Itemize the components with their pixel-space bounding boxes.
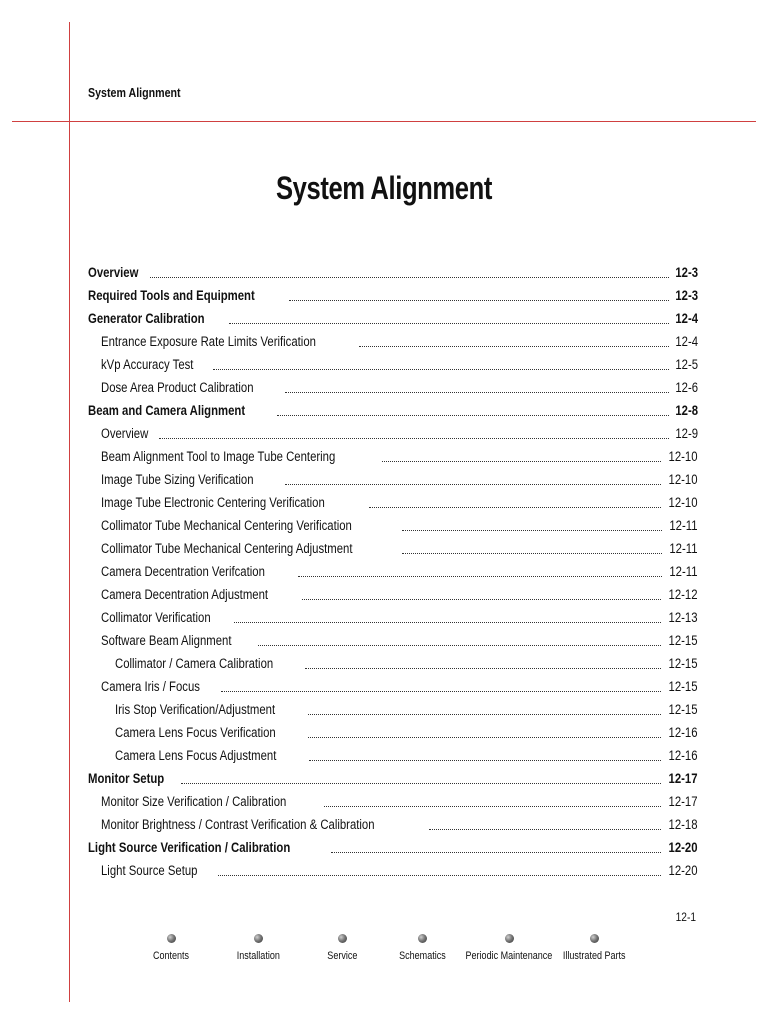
toc-dot-leader [298, 576, 662, 577]
toc-entry[interactable] [88, 560, 698, 583]
nav-link-label: Service [326, 950, 358, 962]
toc-entry[interactable] [88, 698, 698, 721]
toc-dot-leader [331, 852, 662, 853]
toc-dot-leader [150, 277, 669, 278]
nav-bullet-icon [590, 934, 599, 943]
toc-dot-leader [302, 599, 662, 600]
nav-bullet-icon [167, 934, 176, 943]
toc-entry-label: Overview [88, 265, 139, 280]
toc-dot-leader [324, 806, 662, 807]
toc-entry-page: 12-3 [675, 288, 698, 303]
toc-entry-label: Image Tube Sizing Verification [101, 472, 254, 487]
toc-entry-page: 12-10 [668, 472, 698, 487]
table-of-contents [88, 261, 698, 882]
toc-entry[interactable] [88, 422, 698, 445]
toc-entry-label: Camera Lens Focus Verification [115, 725, 276, 740]
toc-entry-label: Collimator Verification [101, 610, 211, 625]
toc-entry[interactable] [88, 836, 698, 859]
toc-dot-leader [429, 829, 662, 830]
toc-entry-page: 12-8 [675, 403, 698, 418]
nav-link-label: Schematics [398, 950, 446, 962]
toc-entry[interactable] [88, 652, 698, 675]
toc-dot-leader [402, 553, 662, 554]
toc-entry-label: Light Source Setup [101, 863, 198, 878]
toc-entry-page: 12-20 [668, 863, 698, 878]
toc-entry[interactable] [88, 445, 698, 468]
toc-dot-leader [382, 461, 662, 462]
toc-entry[interactable] [88, 721, 698, 744]
toc-dot-leader [213, 369, 669, 370]
page-number: 12-1 [675, 910, 696, 924]
toc-entry-page: 12-17 [668, 771, 698, 786]
toc-entry-page: 12-16 [668, 725, 698, 740]
nav-bullet-icon [254, 934, 263, 943]
toc-entry-label: Software Beam Alignment [101, 633, 232, 648]
toc-entry-page: 12-5 [675, 357, 698, 372]
toc-dot-leader [285, 484, 662, 485]
toc-entry-page: 12-13 [668, 610, 698, 625]
toc-dot-leader [221, 691, 662, 692]
toc-entry[interactable] [88, 307, 698, 330]
footer-navigation [0, 934, 768, 974]
toc-dot-leader [258, 645, 661, 646]
toc-entry[interactable] [88, 514, 698, 537]
toc-dot-leader [305, 668, 661, 669]
toc-entry-page: 12-6 [675, 380, 698, 395]
toc-dot-leader [308, 737, 661, 738]
nav-bullet-icon [505, 934, 514, 943]
toc-dot-leader [218, 875, 662, 876]
toc-entry[interactable] [88, 491, 698, 514]
toc-entry-label: Beam and Camera Alignment [88, 403, 246, 418]
toc-dot-leader [289, 300, 669, 301]
toc-entry[interactable] [88, 330, 698, 353]
toc-entry-label: Light Source Verification / Calibration [88, 840, 291, 855]
toc-entry-page: 12-10 [668, 449, 698, 464]
toc-entry-page: 12-12 [668, 587, 698, 602]
toc-entry[interactable] [88, 859, 698, 882]
toc-entry-label: Camera Decentration Adjustment [101, 587, 269, 602]
toc-entry-label: Dose Area Product Calibration [101, 380, 254, 395]
toc-entry[interactable] [88, 606, 698, 629]
toc-dot-leader [181, 783, 662, 784]
page-title [0, 170, 768, 207]
toc-entry[interactable] [88, 675, 698, 698]
toc-entry-page: 12-9 [675, 426, 698, 441]
toc-dot-leader [277, 415, 669, 416]
toc-dot-leader [309, 760, 661, 761]
toc-entry[interactable] [88, 353, 698, 376]
toc-entry-label: Camera Lens Focus Adjustment [115, 748, 277, 763]
toc-entry-page: 12-4 [675, 334, 698, 349]
toc-dot-leader [369, 507, 661, 508]
toc-entry[interactable] [88, 744, 698, 767]
toc-dot-leader [159, 438, 669, 439]
running-header: System Alignment [88, 85, 181, 100]
toc-entry[interactable] [88, 629, 698, 652]
toc-entry-label: Collimator Tube Mechanical Centering Adjustment [101, 541, 353, 556]
toc-entry[interactable] [88, 284, 698, 307]
toc-entry-label: kVp Accuracy Test [101, 357, 194, 372]
toc-entry-label: Beam Alignment Tool to Image Tube Centering [101, 449, 336, 464]
toc-entry[interactable] [88, 399, 698, 422]
toc-entry-label: Monitor Setup [88, 771, 165, 786]
toc-entry-page: 12-18 [668, 817, 698, 832]
margin-rule-vertical [69, 22, 70, 1002]
nav-link-label: Installation [236, 950, 280, 962]
toc-dot-leader [229, 323, 669, 324]
toc-entry-page: 12-11 [669, 518, 698, 533]
toc-entry[interactable] [88, 537, 698, 560]
toc-entry[interactable] [88, 376, 698, 399]
toc-entry-page: 12-11 [669, 541, 698, 556]
nav-bullet-icon [418, 934, 427, 943]
toc-entry-page: 12-15 [668, 679, 698, 694]
toc-dot-leader [285, 392, 669, 393]
toc-entry-label: Image Tube Electronic Centering Verification [101, 495, 325, 510]
toc-entry[interactable] [88, 813, 698, 836]
header-rule-horizontal [12, 121, 756, 122]
toc-entry-page: 12-15 [668, 702, 698, 717]
toc-entry[interactable] [88, 767, 698, 790]
toc-entry-page: 12-15 [668, 633, 698, 648]
nav-link-label: Illustrated Parts [562, 950, 626, 962]
toc-dot-leader [359, 346, 669, 347]
toc-entry-label: Overview [101, 426, 149, 441]
nav-bullet-icon [338, 934, 347, 943]
toc-entry-label: Camera Iris / Focus [101, 679, 200, 694]
toc-entry[interactable] [88, 583, 698, 606]
toc-dot-leader [234, 622, 662, 623]
nav-link-label: Contents [152, 950, 190, 962]
toc-entry-label: Collimator Tube Mechanical Centering Verification [101, 518, 352, 533]
toc-entry-label: Generator Calibration [88, 311, 205, 326]
toc-entry-label: Iris Stop Verification/Adjustment [115, 702, 276, 717]
toc-entry-page: 12-16 [668, 748, 698, 763]
nav-link-label: Periodic Maintenance [465, 950, 553, 962]
toc-entry-label: Camera Decentration Verifcation [101, 564, 265, 579]
page-title-text: System Alignment [275, 170, 492, 206]
toc-entry-label: Monitor Size Verification / Calibration [101, 794, 287, 809]
toc-entry-page: 12-10 [668, 495, 698, 510]
toc-dot-leader [402, 530, 663, 531]
toc-dot-leader [308, 714, 662, 715]
toc-entry-page: 12-15 [668, 656, 698, 671]
toc-entry-page: 12-4 [675, 311, 698, 326]
toc-entry-page: 12-3 [675, 265, 698, 280]
toc-entry-label: Entrance Exposure Rate Limits Verification [101, 334, 316, 349]
toc-entry-page: 12-20 [668, 840, 698, 855]
toc-entry-label: Required Tools and Equipment [88, 288, 255, 303]
toc-entry-page: 12-11 [669, 564, 698, 579]
toc-entry[interactable] [88, 261, 698, 284]
toc-entry[interactable] [88, 790, 698, 813]
toc-entry-label: Collimator / Camera Calibration [115, 656, 274, 671]
toc-entry-label: Monitor Brightness / Contrast Verification & Calibration [101, 817, 375, 832]
nav-link-illustrated-parts[interactable] [539, 934, 649, 964]
toc-entry[interactable] [88, 468, 698, 491]
toc-entry-page: 12-17 [668, 794, 698, 809]
